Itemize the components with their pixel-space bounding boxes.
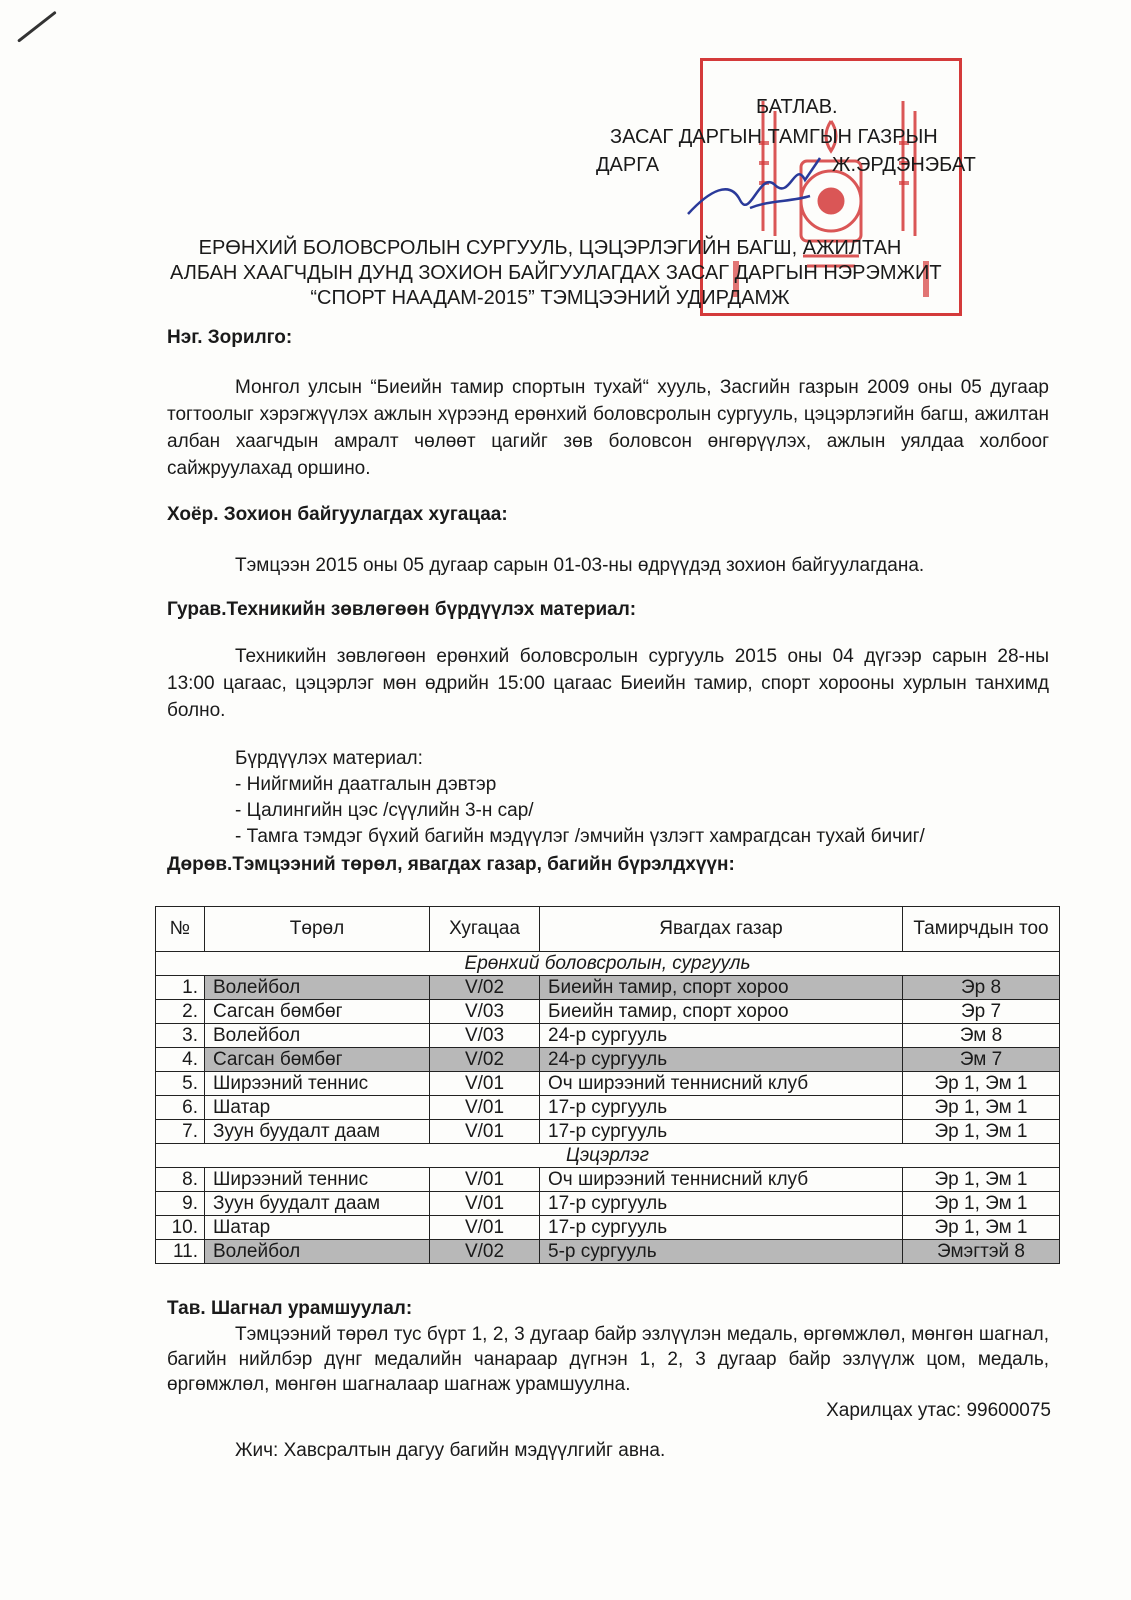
table-header-row bbox=[156, 907, 1060, 952]
table-row bbox=[156, 1240, 1060, 1264]
table-group-row bbox=[156, 1144, 1060, 1168]
table-row bbox=[156, 1096, 1060, 1120]
row-number: 7. bbox=[156, 1120, 205, 1144]
note-text: Жич: Хавсралтын дагуу багийн мэдүүлгийг авна. bbox=[235, 1440, 666, 1461]
row-place: 17-р сургууль bbox=[540, 1216, 903, 1240]
col-header-athletes: Тамирчдын тоо bbox=[903, 907, 1060, 952]
row-place: 17-р сургууль bbox=[540, 1120, 903, 1144]
row-number: 6. bbox=[156, 1096, 205, 1120]
row-athletes: Эр 1, Эм 1 bbox=[903, 1096, 1060, 1120]
row-athletes: Эр 7 bbox=[903, 1000, 1060, 1024]
row-athletes: Эм 8 bbox=[903, 1024, 1060, 1048]
row-athletes: Эр 1, Эм 1 bbox=[903, 1072, 1060, 1096]
row-time: V/01 bbox=[430, 1072, 540, 1096]
row-number: 2. bbox=[156, 1000, 205, 1024]
section-2-text: Тэмцээн 2015 оны 05 дугаар сарын 01-03-ны өдрүүдэд зохион байгуулагдана. bbox=[235, 555, 925, 576]
row-number: 5. bbox=[156, 1072, 205, 1096]
table-row bbox=[156, 976, 1060, 1000]
row-time: V/01 bbox=[430, 1168, 540, 1192]
group-label-kindergarten: Цэцэрлэг bbox=[156, 1144, 1060, 1168]
row-sport: Ширээний теннис bbox=[205, 1072, 430, 1096]
row-sport: Сагсан бөмбөг bbox=[205, 1048, 430, 1072]
row-sport: Ширээний теннис bbox=[205, 1168, 430, 1192]
row-sport: Шатар bbox=[205, 1096, 430, 1120]
row-place: 5-р сургууль bbox=[540, 1240, 903, 1264]
approval-name: Ж.ЭРДЭНЭБАТ bbox=[832, 154, 976, 176]
material-item: - Цалингийн цэс /сүүлийн 3-н сар/ bbox=[235, 800, 534, 821]
row-sport: Волейбол bbox=[205, 976, 430, 1000]
row-athletes: Эр 1, Эм 1 bbox=[903, 1120, 1060, 1144]
row-time: V/02 bbox=[430, 1048, 540, 1072]
section-1-text: Монгол улсын “Биеийн тамир спортын тухай“ хууль, Засгийн газрын 2009 оны 05 дугаар тогтоолыг хэрэгжүүлэх ажлын хүрээнд ерөнхий боловсролын сургууль, цэцэрлэгийн багш, ажилтан албан хаагчдын амралт чөлөөт цагийг зөв боловсон өнгөрүүлэх, ажлын уялдаа холбоог сайжруулахад оршино. bbox=[167, 377, 1049, 479]
row-time: V/02 bbox=[430, 1240, 540, 1264]
row-place: Биеийн тамир, спорт хороо bbox=[540, 1000, 903, 1024]
row-athletes: Эмэгтэй 8 bbox=[903, 1240, 1060, 1264]
competition-table bbox=[155, 906, 1060, 1264]
table-row bbox=[156, 1120, 1060, 1144]
section-1-heading: Нэг. Зорилго: bbox=[167, 327, 293, 348]
row-time: V/03 bbox=[430, 1000, 540, 1024]
row-time: V/03 bbox=[430, 1024, 540, 1048]
row-number: 4. bbox=[156, 1048, 205, 1072]
materials-title: Бүрдүүлэх материал: bbox=[235, 748, 423, 769]
row-athletes: Эр 1, Эм 1 bbox=[903, 1192, 1060, 1216]
row-place: 17-р сургууль bbox=[540, 1192, 903, 1216]
table-row bbox=[156, 1000, 1060, 1024]
material-item: - Нийгмийн даатгалын дэвтэр bbox=[235, 774, 497, 795]
row-athletes: Эр 1, Эм 1 bbox=[903, 1216, 1060, 1240]
col-header-sport: Төрөл bbox=[205, 907, 430, 952]
row-number: 1. bbox=[156, 976, 205, 1000]
row-place: Оч ширээний теннисний клуб bbox=[540, 1072, 903, 1096]
title-line-3: “СПОРТ НААДАМ-2015” ТЭМЦЭЭНИЙ УДИРДАМЖ bbox=[310, 287, 790, 309]
signature-icon bbox=[680, 150, 830, 230]
row-place: Оч ширээний теннисний клуб bbox=[540, 1168, 903, 1192]
table-row bbox=[156, 1168, 1060, 1192]
row-number: 9. bbox=[156, 1192, 205, 1216]
contact-phone: Харилцах утас: 99600075 bbox=[826, 1400, 1051, 1421]
row-place: Биеийн тамир, спорт хороо bbox=[540, 976, 903, 1000]
row-place: 17-р сургууль bbox=[540, 1096, 903, 1120]
material-item: - Тамга тэмдэг бүхий багийн мэдүүлэг /эмчийн үзлэгт хамрагдсан тухай бичиг/ bbox=[235, 826, 925, 847]
row-number: 8. bbox=[156, 1168, 205, 1192]
title-line-1: ЕРӨНХИЙ БОЛОВСРОЛЫН СУРГУУЛЬ, ЦЭЦЭРЛЭГИЙН БАГШ, АЖИЛТАН bbox=[198, 237, 902, 259]
row-sport: Волейбол bbox=[205, 1024, 430, 1048]
title-line-2: АЛБАН ХААГЧДЫН ДУНД ЗОХИОН БАЙГУУЛАГДАХ ЗАСАГ ДАРГЫН НЭРЭМЖИТ bbox=[170, 262, 942, 284]
row-time: V/01 bbox=[430, 1096, 540, 1120]
col-header-place: Явагдах газар bbox=[540, 907, 903, 952]
row-athletes: Эр 8 bbox=[903, 976, 1060, 1000]
group-label-schools: Ерөнхий боловсролын, сургууль bbox=[156, 952, 1060, 976]
col-header-time: Хугацаа bbox=[430, 907, 540, 952]
section-5-heading: Тав. Шагнал урамшуулал: bbox=[167, 1298, 413, 1319]
col-header-number: № bbox=[156, 907, 205, 952]
row-number: 3. bbox=[156, 1024, 205, 1048]
row-sport: Шатар bbox=[205, 1216, 430, 1240]
row-athletes: Эр 1, Эм 1 bbox=[903, 1168, 1060, 1192]
table-group-row bbox=[156, 952, 1060, 976]
row-place: 24-р сургууль bbox=[540, 1048, 903, 1072]
table-row bbox=[156, 1216, 1060, 1240]
row-sport: Сагсан бөмбөг bbox=[205, 1000, 430, 1024]
table-row bbox=[156, 1024, 1060, 1048]
table-row bbox=[156, 1192, 1060, 1216]
row-number: 11. bbox=[156, 1240, 205, 1264]
section-4-heading: Дөрөв.Тэмцээний төрөл, явагдах газар, багийн бүрэлдхүүн: bbox=[167, 854, 735, 875]
table-row bbox=[156, 1072, 1060, 1096]
row-time: V/01 bbox=[430, 1120, 540, 1144]
approval-office: ЗАСАГ ДАРГЫН ТАМГЫН ГАЗРЫН bbox=[610, 126, 938, 148]
row-place: 24-р сургууль bbox=[540, 1024, 903, 1048]
section-5-text: Тэмцээний төрөл тус бүрт 1, 2, 3 дугаар байр эзлүүлэн медаль, өргөмжлөл, мөнгөн шагнал, багийн нийлбэр дүнг медалийн чанараар дүгнэн 1, 2, 3 дугаар байр эзлүүлж цом, медаль, өргөмжлөл, мөнгөн шагналаар шагнаж урамшуулна. bbox=[167, 1324, 1049, 1395]
section-3-text: Техникийн зөвлөгөөн ерөнхий боловсролын сургууль 2015 оны 04 дүгээр сарын 28-ны 13:00 цагаас, цэцэрлэг мөн өдрийн 15:00 цагаас Биеийн тамир, спорт хорооны хурлын танхимд болно. bbox=[167, 646, 1049, 721]
row-time: V/01 bbox=[430, 1192, 540, 1216]
row-sport: Зуун буудалт даам bbox=[205, 1192, 430, 1216]
row-sport: Волейбол bbox=[205, 1240, 430, 1264]
pen-mark bbox=[17, 11, 57, 43]
approval-role: ДАРГА bbox=[596, 154, 660, 176]
section-2-heading: Хоёр. Зохион байгуулагдах хугацаа: bbox=[167, 504, 508, 525]
section-3-heading: Гурав.Техникийн зөвлөгөөн бүрдүүлэх материал: bbox=[167, 599, 637, 620]
table-row bbox=[156, 1048, 1060, 1072]
row-athletes: Эм 7 bbox=[903, 1048, 1060, 1072]
document-title bbox=[170, 236, 942, 311]
row-sport: Зуун буудалт даам bbox=[205, 1120, 430, 1144]
approval-title: БАТЛАВ. bbox=[756, 96, 838, 118]
row-number: 10. bbox=[156, 1216, 205, 1240]
row-time: V/01 bbox=[430, 1216, 540, 1240]
row-time: V/02 bbox=[430, 976, 540, 1000]
